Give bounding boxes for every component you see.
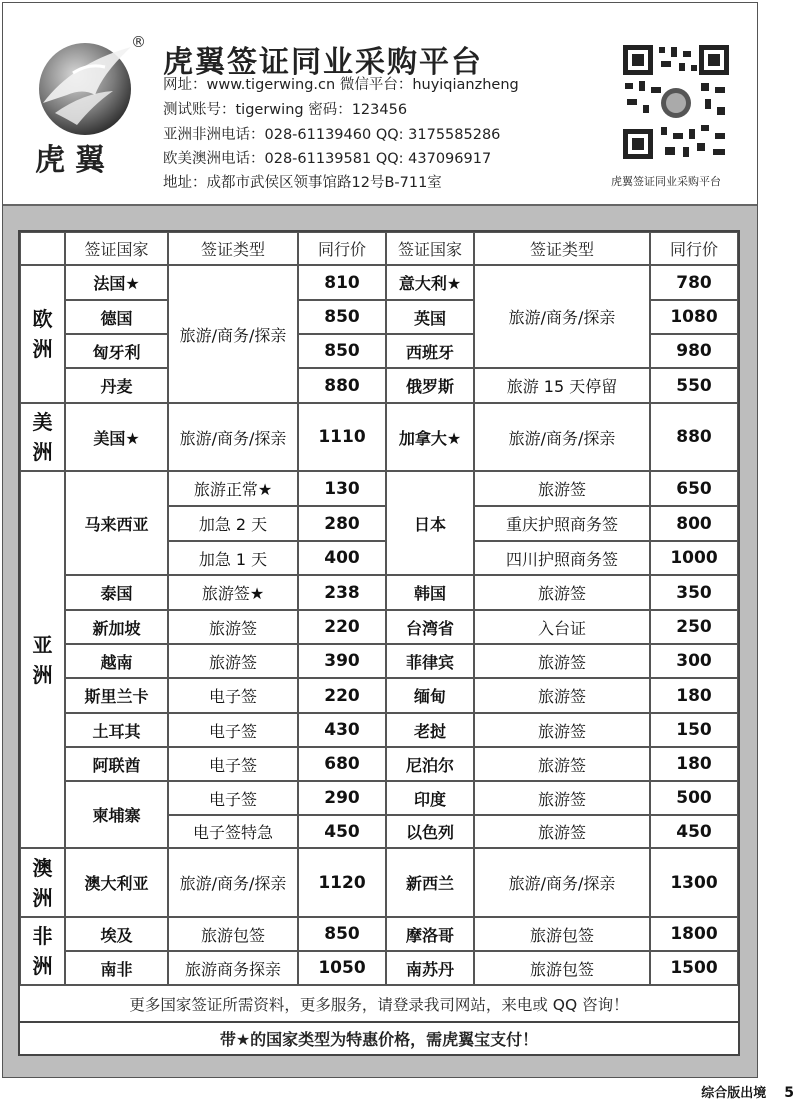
type-turkey: 电子签	[168, 713, 298, 747]
country-uk: 英国	[386, 300, 474, 334]
country-newzealand: 新西兰	[386, 848, 474, 917]
price-philippines: 300	[650, 644, 738, 678]
price-italy: 780	[650, 265, 738, 300]
type-malaysia-normal: 旅游正常★	[168, 471, 298, 506]
type-cambodia-evisa: 电子签	[168, 781, 298, 815]
country-israel: 以色列	[386, 815, 474, 848]
header-blank-cell	[20, 232, 65, 265]
country-india: 印度	[386, 781, 474, 815]
price-israel: 450	[650, 815, 738, 848]
price-vietnam: 390	[298, 644, 386, 678]
type-australia: 旅游/商务/探亲	[168, 848, 298, 917]
type-russia: 旅游 15 天停留	[474, 368, 650, 403]
website-line: 网址：www.tigerwing.cn 微信平台：huyiqianzheng	[163, 77, 519, 93]
price-denmark: 880	[298, 368, 386, 403]
country-spain: 西班牙	[386, 334, 474, 368]
price-india: 500	[650, 781, 738, 815]
country-denmark: 丹麦	[65, 368, 168, 403]
type-japan-chongqing: 重庆护照商务签	[474, 506, 650, 541]
price-newzealand: 1300	[650, 848, 738, 917]
country-srilanka: 斯里兰卡	[65, 678, 168, 713]
price-thailand: 238	[298, 575, 386, 610]
type-morocco: 旅游包签	[474, 917, 650, 951]
type-malaysia-urgent2: 加急 2 天	[168, 506, 298, 541]
country-korea: 韩国	[386, 575, 474, 610]
country-southafrica: 南非	[65, 951, 168, 985]
price-laos: 150	[650, 713, 738, 747]
country-russia: 俄罗斯	[386, 368, 474, 403]
country-philippines: 菲律宾	[386, 644, 474, 678]
logo-text: 虎翼	[35, 143, 115, 178]
brand-title: 虎翼签证同业采购平台	[163, 45, 483, 80]
price-hungary: 850	[298, 334, 386, 368]
price-japan-tourist: 650	[650, 471, 738, 506]
type-uae: 电子签	[168, 747, 298, 781]
price-srilanka: 220	[298, 678, 386, 713]
address-line: 地址：成都市武侯区领事馆路12号B-711室	[163, 175, 442, 191]
type-nepal: 旅游签	[474, 747, 650, 781]
type-korea: 旅游签	[474, 575, 650, 610]
price-japan-chongqing: 800	[650, 506, 738, 541]
page-footer	[701, 1082, 794, 1100]
country-nepal: 尼泊尔	[386, 747, 474, 781]
type-singapore: 旅游签	[168, 610, 298, 644]
qr-code-icon	[621, 43, 731, 161]
country-hungary: 匈牙利	[65, 334, 168, 368]
type-cambodia-express: 电子签特急	[168, 815, 298, 848]
region-europe: 欧 洲	[20, 265, 65, 403]
type-taiwan: 入台证	[474, 610, 650, 644]
asia-africa-phone-line: 亚洲非洲电话：028-61139460 QQ: 3175585286	[163, 127, 501, 143]
euro-america-phone-line: 欧美澳洲电话：028-61139581 QQ: 437096917	[163, 151, 492, 167]
country-cambodia: 柬埔寨	[65, 781, 168, 848]
region-africa: 非 洲	[20, 917, 65, 985]
country-morocco: 摩洛哥	[386, 917, 474, 951]
type-newzealand: 旅游/商务/探亲	[474, 848, 650, 917]
country-turkey: 土耳其	[65, 713, 168, 747]
type-southafrica: 旅游商务探亲	[168, 951, 298, 985]
price-uk: 1080	[650, 300, 738, 334]
type-thailand: 旅游签★	[168, 575, 298, 610]
country-vietnam: 越南	[65, 644, 168, 678]
type-japan-tourist: 旅游签	[474, 471, 650, 506]
header-type-right: 签证类型	[474, 232, 650, 265]
type-malaysia-urgent1: 加急 1 天	[168, 541, 298, 575]
footer-section: 综合版出境	[701, 1086, 767, 1100]
country-myanmar: 缅甸	[386, 678, 474, 713]
price-germany: 850	[298, 300, 386, 334]
country-france: 法国★	[65, 265, 168, 300]
price-korea: 350	[650, 575, 738, 610]
price-japan-sichuan: 1000	[650, 541, 738, 575]
price-southsudan: 1500	[650, 951, 738, 985]
price-singapore: 220	[298, 610, 386, 644]
country-singapore: 新加坡	[65, 610, 168, 644]
type-israel: 旅游签	[474, 815, 650, 848]
price-canada: 880	[650, 403, 738, 471]
region-asia: 亚 洲	[20, 471, 65, 848]
price-southafrica: 1050	[298, 951, 386, 985]
country-thailand: 泰国	[65, 575, 168, 610]
country-australia: 澳大利亚	[65, 848, 168, 917]
price-france: 810	[298, 265, 386, 300]
price-malaysia-normal: 130	[298, 471, 386, 506]
tiger-wing-logo-icon	[33, 33, 143, 143]
country-malaysia: 马来西亚	[65, 471, 168, 575]
visa-price-table	[18, 230, 740, 1056]
price-russia: 550	[650, 368, 738, 403]
header-country-right: 签证国家	[386, 232, 474, 265]
price-morocco: 1800	[650, 917, 738, 951]
price-egypt: 850	[298, 917, 386, 951]
country-usa: 美国★	[65, 403, 168, 471]
price-cambodia-evisa: 290	[298, 781, 386, 815]
price-myanmar: 180	[650, 678, 738, 713]
country-southsudan: 南苏丹	[386, 951, 474, 985]
type-japan-sichuan: 四川护照商务签	[474, 541, 650, 575]
header-type-left: 签证类型	[168, 232, 298, 265]
region-oceania: 澳 洲	[20, 848, 65, 917]
region-america: 美 洲	[20, 403, 65, 471]
type-india: 旅游签	[474, 781, 650, 815]
country-canada: 加拿大★	[386, 403, 474, 471]
test-account-line: 测试账号：tigerwing 密码：123456	[163, 102, 408, 118]
header-price-right: 同行价	[650, 232, 738, 265]
header-price-left: 同行价	[298, 232, 386, 265]
header	[3, 3, 757, 206]
type-laos: 旅游签	[474, 713, 650, 747]
country-laos: 老挝	[386, 713, 474, 747]
country-italy: 意大利★	[386, 265, 474, 300]
note-star-discount: 带★的国家类型为特惠价格，需虎翼宝支付！	[20, 1021, 738, 1054]
country-uae: 阿联酋	[65, 747, 168, 781]
type-vietnam: 旅游签	[168, 644, 298, 678]
price-uae: 680	[298, 747, 386, 781]
price-taiwan: 250	[650, 610, 738, 644]
type-usa: 旅游/商务/探亲	[168, 403, 298, 471]
price-malaysia-urgent2: 280	[298, 506, 386, 541]
type-myanmar: 旅游签	[474, 678, 650, 713]
type-egypt: 旅游包签	[168, 917, 298, 951]
country-japan: 日本	[386, 471, 474, 575]
type-srilanka: 电子签	[168, 678, 298, 713]
country-taiwan: 台湾省	[386, 610, 474, 644]
type-canada: 旅游/商务/探亲	[474, 403, 650, 471]
type-philippines: 旅游签	[474, 644, 650, 678]
note-more-info: 更多国家签证所需资料，更多服务，请登录我司网站，来电或 QQ 咨询！	[20, 985, 738, 1021]
price-nepal: 180	[650, 747, 738, 781]
price-turkey: 430	[298, 713, 386, 747]
type-europe-right: 旅游/商务/探亲	[474, 265, 650, 368]
page-number: 5	[784, 1085, 794, 1100]
country-germany: 德国	[65, 300, 168, 334]
registered-mark: ®	[131, 33, 146, 51]
price-spain: 980	[650, 334, 738, 368]
type-southsudan: 旅游包签	[474, 951, 650, 985]
header-country-left: 签证国家	[65, 232, 168, 265]
qr-caption: 虎翼签证同业采购平台	[611, 175, 721, 188]
price-australia: 1120	[298, 848, 386, 917]
country-egypt: 埃及	[65, 917, 168, 951]
price-cambodia-express: 450	[298, 815, 386, 848]
type-europe-left: 旅游/商务/探亲	[168, 265, 298, 403]
price-malaysia-urgent1: 400	[298, 541, 386, 575]
price-usa: 1110	[298, 403, 386, 471]
